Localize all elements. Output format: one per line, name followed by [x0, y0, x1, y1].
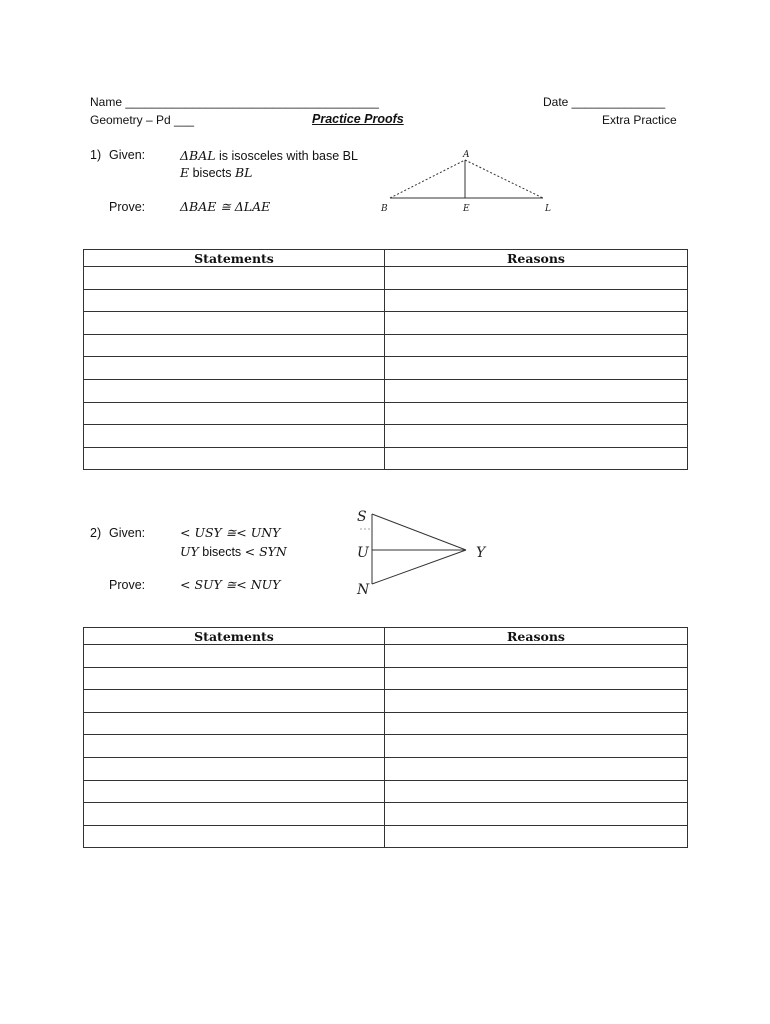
- statement-cell[interactable]: [84, 312, 385, 335]
- vertex-label-b: B: [381, 204, 388, 214]
- statements-header: Statements: [84, 250, 385, 267]
- statement-cell[interactable]: [84, 757, 385, 780]
- extra-practice-label: Extra Practice: [602, 113, 677, 127]
- segment-ny: [372, 550, 466, 584]
- table-header-row: [84, 628, 688, 645]
- given-2-math-b: BL: [234, 165, 253, 180]
- statement-cell[interactable]: [84, 289, 385, 312]
- course-period-line: Geometry – Pd ___: [90, 113, 195, 127]
- statement-cell[interactable]: [84, 357, 385, 380]
- problem-1-triangle-diagram: [375, 145, 565, 217]
- vertex-label-u: U: [357, 545, 369, 561]
- statement-cell[interactable]: [84, 667, 385, 690]
- table-row: [84, 357, 688, 380]
- problem-1-number: 1): [90, 148, 102, 162]
- table-row: [84, 267, 688, 290]
- table-row: [84, 425, 688, 448]
- table-row: [84, 289, 688, 312]
- problem-2-given-label: Given:: [109, 526, 146, 540]
- statement-cell[interactable]: [84, 735, 385, 758]
- statement-cell[interactable]: [84, 402, 385, 425]
- table-header-row: [84, 250, 688, 267]
- problem-2-prove-statement: < SUY ≅< NUY: [180, 577, 281, 592]
- table-row: [84, 825, 688, 848]
- reason-cell[interactable]: [385, 735, 688, 758]
- reason-cell[interactable]: [385, 379, 688, 402]
- reason-cell[interactable]: [385, 645, 688, 668]
- problem-2-given-2: [180, 543, 287, 561]
- vertex-label-e: E: [463, 204, 470, 214]
- problem-1-prove-statement: ΔBAE ≅ ΔLAE: [180, 199, 271, 214]
- statements-header: Statements: [84, 628, 385, 645]
- statement-cell[interactable]: [84, 447, 385, 470]
- vertex-label-y: Y: [476, 545, 486, 561]
- reason-cell[interactable]: [385, 825, 688, 848]
- statement-cell[interactable]: [84, 690, 385, 713]
- given-2-math: UY: [180, 544, 199, 559]
- table-row: [84, 334, 688, 357]
- segment-al: [465, 160, 543, 198]
- given-1-math: ΔBAL: [180, 148, 216, 163]
- segment-sy: [372, 514, 466, 550]
- reasons-header: Reasons: [385, 250, 688, 267]
- table-row: [84, 803, 688, 826]
- vertex-label-a: A: [463, 150, 470, 160]
- page-title: Practice Proofs: [312, 112, 404, 126]
- reason-cell[interactable]: [385, 690, 688, 713]
- name-field-line[interactable]: Name ______________________________________: [90, 95, 379, 109]
- problem-2-triangle-diagram: [352, 504, 492, 600]
- reason-cell[interactable]: [385, 757, 688, 780]
- reason-cell[interactable]: [385, 357, 688, 380]
- table-row: [84, 735, 688, 758]
- problem-2-proof-table: [83, 627, 688, 848]
- reason-cell[interactable]: [385, 402, 688, 425]
- table-row: [84, 667, 688, 690]
- vertex-label-s: S: [357, 509, 367, 525]
- reason-cell[interactable]: [385, 289, 688, 312]
- table-row: [84, 712, 688, 735]
- statement-cell[interactable]: [84, 379, 385, 402]
- statement-cell[interactable]: [84, 645, 385, 668]
- reason-cell[interactable]: [385, 667, 688, 690]
- reason-cell[interactable]: [385, 425, 688, 448]
- given-2-text: bisects: [198, 545, 245, 559]
- table-row: [84, 757, 688, 780]
- reason-cell[interactable]: [385, 334, 688, 357]
- problem-1-prove-label: Prove:: [109, 200, 146, 214]
- statement-cell[interactable]: [84, 425, 385, 448]
- statement-cell[interactable]: [84, 825, 385, 848]
- problem-2-prove-label: Prove:: [109, 578, 146, 592]
- problem-1-given-1: [180, 147, 358, 165]
- statement-cell[interactable]: [84, 803, 385, 826]
- table-row: [84, 312, 688, 335]
- table-row: [84, 690, 688, 713]
- given-2-text: bisects: [189, 166, 235, 180]
- problem-1-proof-table: [83, 249, 688, 470]
- problem-1-given-2: [180, 164, 252, 182]
- problem-2-number: 2): [90, 526, 102, 540]
- reason-cell[interactable]: [385, 803, 688, 826]
- reason-cell[interactable]: [385, 267, 688, 290]
- vertex-label-l: L: [545, 204, 551, 214]
- statement-cell[interactable]: [84, 780, 385, 803]
- segment-ba: [390, 160, 465, 198]
- reason-cell[interactable]: [385, 447, 688, 470]
- statement-cell[interactable]: [84, 334, 385, 357]
- problem-2-given-1: < USY ≅< UNY: [180, 525, 281, 540]
- vertex-label-n: N: [357, 582, 370, 598]
- reasons-header: Reasons: [385, 628, 688, 645]
- statement-cell[interactable]: [84, 712, 385, 735]
- date-field-line[interactable]: Date ______________: [543, 95, 666, 109]
- table-row: [84, 379, 688, 402]
- given-2-math: E: [180, 165, 190, 180]
- table-row: [84, 645, 688, 668]
- given-2-math-b: < SYN: [244, 544, 287, 559]
- reason-cell[interactable]: [385, 312, 688, 335]
- problem-1-given-label: Given:: [109, 148, 146, 162]
- given-1-text: is isosceles with base BL: [215, 149, 358, 163]
- table-row: [84, 402, 688, 425]
- table-row: [84, 780, 688, 803]
- table-row: [84, 447, 688, 470]
- reason-cell[interactable]: [385, 712, 688, 735]
- reason-cell[interactable]: [385, 780, 688, 803]
- statement-cell[interactable]: [84, 267, 385, 290]
